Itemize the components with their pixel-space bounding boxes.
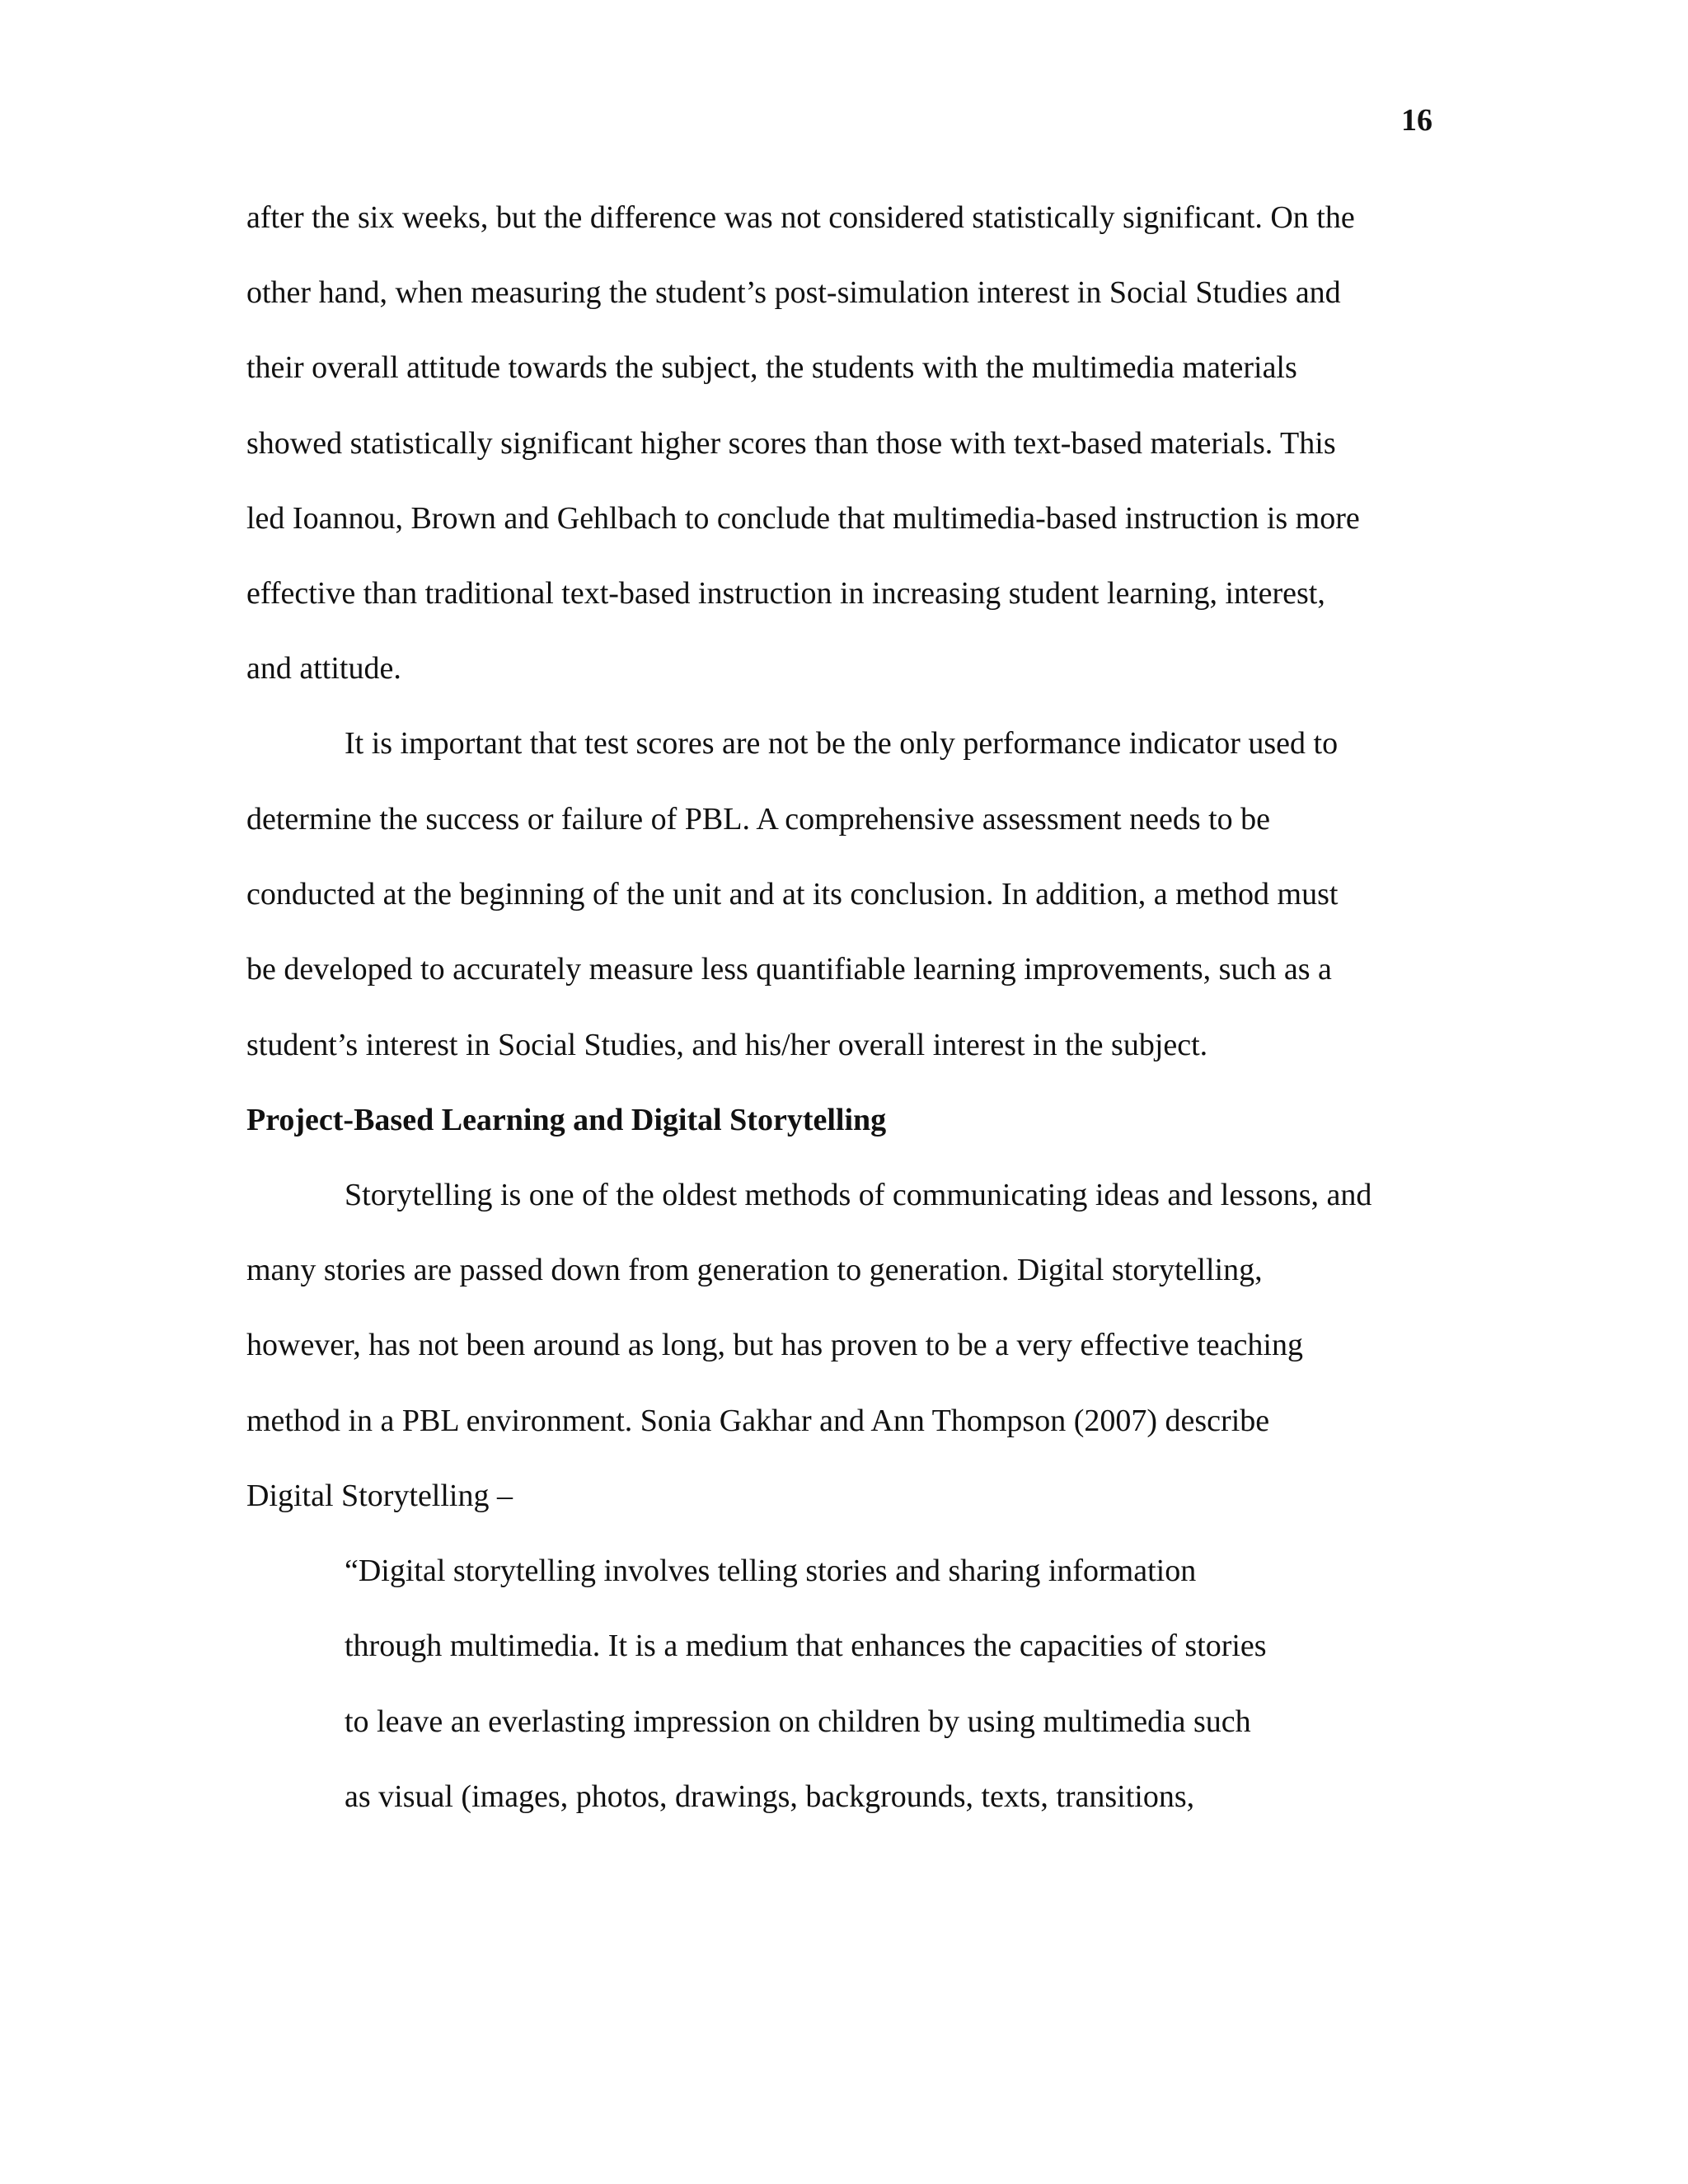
- block-quote-line: as visual (images, photos, drawings, backgrounds, texts, transitions,: [345, 1779, 1195, 1814]
- paragraph-line: showed statistically significant higher scores than those with text-based materials. This: [246, 426, 1336, 461]
- paragraph-line: other hand, when measuring the student’s post-simulation interest in Social Studies and: [246, 275, 1341, 310]
- paragraph-line: many stories are passed down from generation to generation. Digital storytelling,: [246, 1253, 1263, 1287]
- paragraph-line: be developed to accurately measure less quantifiable learning improvements, such as a: [246, 952, 1332, 987]
- paragraph-line: determine the success or failure of PBL. A comprehensive assessment needs to be: [246, 802, 1271, 837]
- paragraph-line: led Ioannou, Brown and Gehlbach to conclude that multimedia-based instruction is more: [246, 501, 1360, 536]
- paragraph-line: Digital Storytelling –: [246, 1479, 513, 1513]
- block-quote-line: through multimedia. It is a medium that enhances the capacities of stories: [345, 1629, 1267, 1663]
- section-heading: Project-Based Learning and Digital Storytelling: [246, 1103, 887, 1137]
- paragraph-line: method in a PBL environment. Sonia Gakhar and Ann Thompson (2007) describe: [246, 1404, 1270, 1438]
- paragraph-line: Storytelling is one of the oldest methods of communicating ideas and lessons, and: [345, 1178, 1372, 1212]
- paragraph-line: their overall attitude towards the subject, the students with the multimedia materials: [246, 350, 1297, 385]
- paragraph-line: after the six weeks, but the difference was not considered statistically significant. On the: [246, 200, 1355, 235]
- paragraph-line: effective than traditional text-based instruction in increasing student learning, interest,: [246, 576, 1325, 611]
- paragraph-line: however, has not been around as long, but has proven to be a very effective teaching: [246, 1328, 1303, 1362]
- page-number: 16: [1401, 103, 1432, 138]
- paragraph-line: It is important that test scores are not be the only performance indicator used to: [345, 726, 1339, 761]
- paragraph-line: and attitude.: [246, 651, 401, 686]
- paragraph-line: student’s interest in Social Studies, and his/her overall interest in the subject.: [246, 1028, 1208, 1062]
- paragraph-line: conducted at the beginning of the unit and at its conclusion. In addition, a method must: [246, 877, 1339, 912]
- block-quote-line: “Digital storytelling involves telling stories and sharing information: [345, 1554, 1197, 1588]
- block-quote-line: to leave an everlasting impression on children by using multimedia such: [345, 1704, 1251, 1739]
